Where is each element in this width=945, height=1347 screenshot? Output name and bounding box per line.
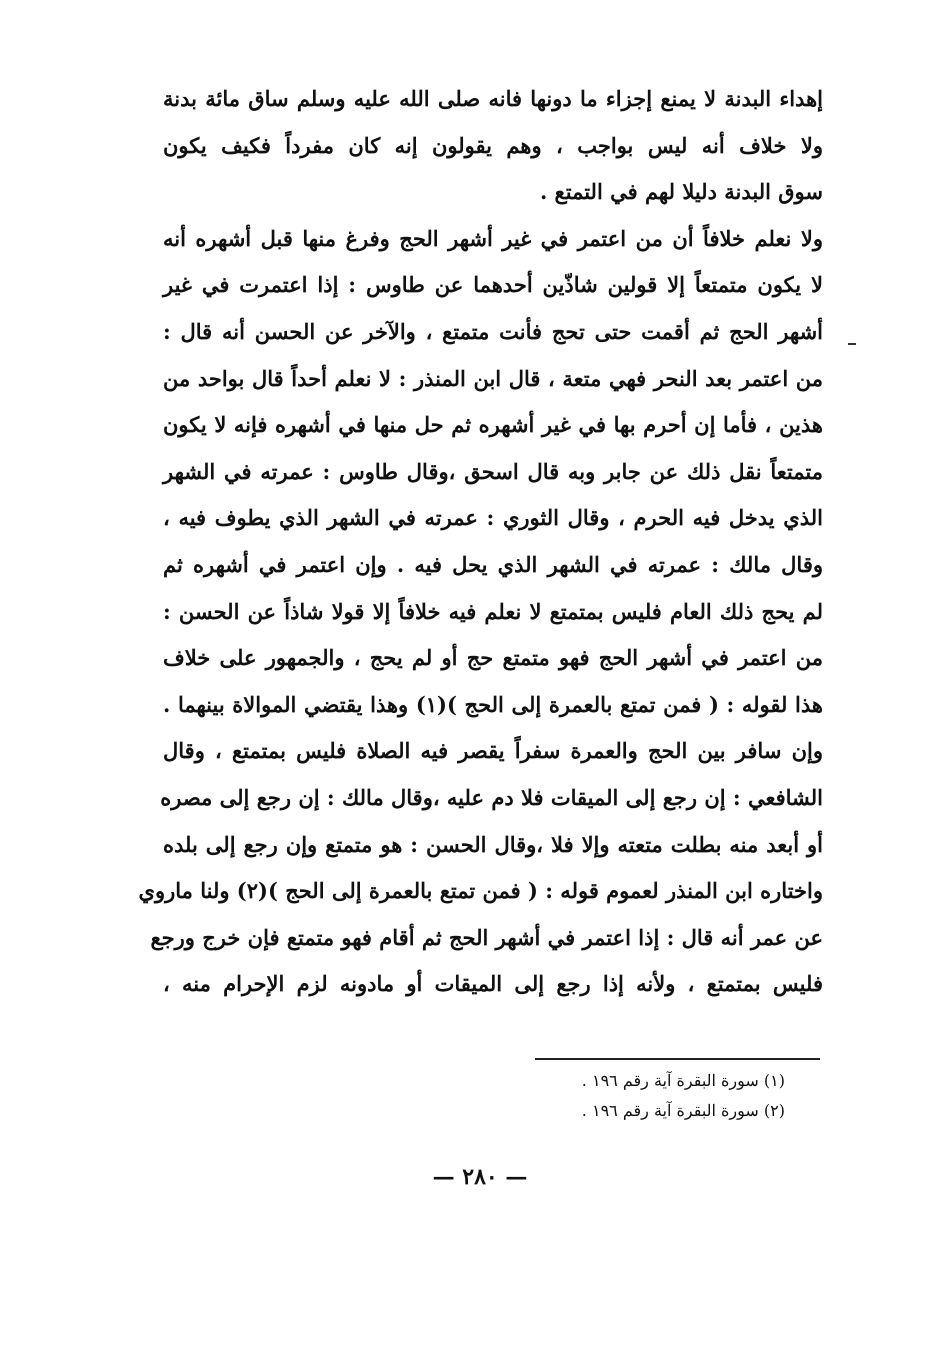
- footnotes: [480, 1066, 785, 1126]
- text-line-6: أشهر الحج ثم أقمت حتى تحج فأنت متمتع ، والآخر عن الحسن أنه قال :: [163, 318, 823, 344]
- text-line-4: ولا نعلم خلافاً أن من اعتمر في غير أشهر الحج وفرغ منها قبل أشهره أنه: [163, 225, 823, 251]
- footnote-1: (١) سورة البقرة آية رقم ١٩٦ .: [581, 1071, 785, 1090]
- text-line-9: متمتعاً نقل ذلك عن جابر وبه قال اسحق ،وقال طاوس : عمرته في الشهر: [163, 458, 823, 484]
- page-number: — ٢٨٠ —: [432, 1164, 528, 1190]
- text-line-2: ولا خلاف أنه ليس بواجب ، وهم يقولون إنه كان مفرداً فكيف يكون: [163, 132, 823, 158]
- text-line-14: هذا لقوله : ( فمن تمتع بالعمرة إلى الحج )(١) وهذا يقتضي الموالاة بينهما .: [163, 691, 823, 717]
- text-line-10: الذي يدخل فيه الحرم ، وقال الثوري : عمرته في الشهر الذي يطوف فيه ،: [163, 505, 823, 531]
- text-line-5: لا يكون متمتعاً إلا قولين شاذّين أحدهما عن طاوس : إذا اعتمرت في غير: [163, 272, 823, 298]
- text-line-20: فليس بمتمتع ، ولأنه إذا رجع إلى الميقات أو مادونه لزم الإحرام منه ،: [163, 971, 823, 997]
- text-line-1: إهداء البدنة لا يمنع إجزاء ما دونها فانه صلى الله عليه وسلم ساق مائة بدنة: [163, 86, 823, 111]
- text-line-11: وقال مالك : عمرته في الشهر الذي يحل فيه . وإن اعتمر في أشهره ثم: [163, 551, 823, 577]
- text-line-19: عن عمر أنه قال : إذا اعتمر في أشهر الحج ثم أقام فهو متمتع فإن خرج ورجع: [150, 924, 823, 950]
- footnote-2: (٢) سورة البقرة آية رقم ١٩٦ .: [581, 1101, 785, 1120]
- margin-mark: [848, 343, 856, 345]
- body-text: [138, 76, 823, 1008]
- text-line-8: هذين ، فأما إن أحرم بها في غير أشهره ثم حل منها في أشهره فإنه لا يكون: [163, 412, 823, 438]
- footnote-separator: [535, 1058, 820, 1060]
- text-line-3: سوق البدنة دليلا لهم في التمتع .: [539, 179, 823, 205]
- text-line-12: لم يحج ذلك العام فليس بمتمتع لا نعلم فيه خلافاً إلا قولا شاذاً عن الحسن :: [163, 598, 823, 624]
- text-line-18: واختاره ابن المنذر لعموم قوله : ( فمن تمتع بالعمرة إلى الحج )(٢) ولنا ماروي: [138, 878, 823, 904]
- text-line-17: أو أبعد منه بطلت متعته وإلا فلا ،وقال الحسن : هو متمتع وإن رجع إلى بلده: [163, 831, 823, 857]
- text-line-15: وإن سافر بين الحج والعمرة سفراً يقصر فيه الصلاة فليس بمتمتع ، وقال: [163, 738, 823, 764]
- text-line-16: الشافعي : إن رجع إلى الميقات فلا دم عليه ،وقال مالك : إن رجع إلى مصره: [160, 784, 823, 810]
- text-line-7: من اعتمر بعد النحر فهي متعة ، قال ابن المنذر : لا نعلم أحداً قال بواحد من: [163, 365, 823, 391]
- text-line-13: من اعتمر في أشهر الحج فهو متمتع حج أو لم يحج ، والجمهور على خلاف: [163, 645, 823, 671]
